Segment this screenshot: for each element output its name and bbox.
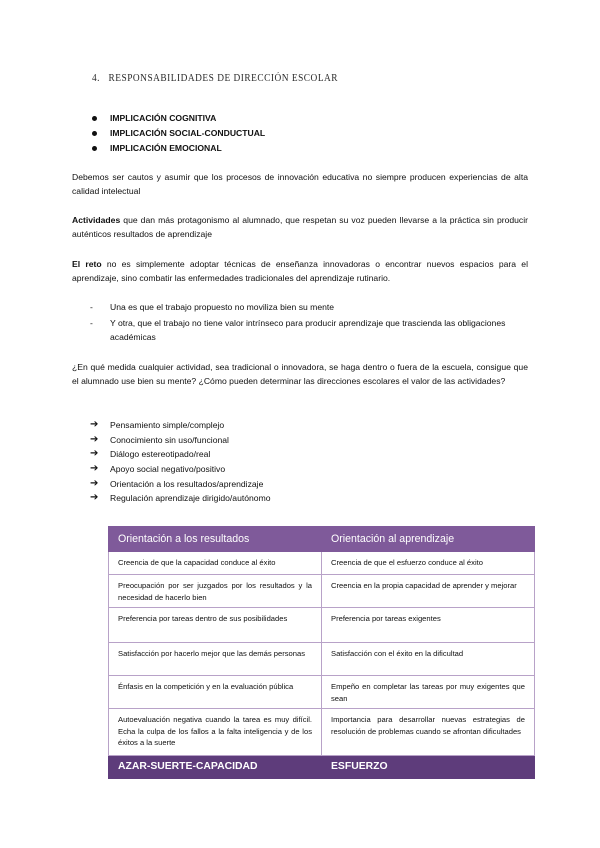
paragraph-actividades xyxy=(72,213,528,241)
header-resultados: Orientación a los resultados xyxy=(109,527,322,552)
list-item xyxy=(90,477,271,492)
list-item xyxy=(90,462,271,477)
list-item xyxy=(90,418,271,433)
section-heading xyxy=(92,72,338,84)
section-title: RESPONSABILIDADES DE DIRECCIÓN ESCOLAR xyxy=(108,72,339,84)
list-item: IMPLICACIÓN COGNITIVA xyxy=(90,111,265,126)
table-cell: Importancia para desarrollar nuevas estrategias de resolución de problemas cuando se afrontan dificultades xyxy=(322,709,535,756)
list-item: IMPLICACIÓN EMOCIONAL xyxy=(90,141,265,156)
table-row xyxy=(109,552,535,575)
table-cell: Satisfacción con el éxito en la dificultad xyxy=(322,643,535,676)
list-item-text: Diálogo estereotipado/real xyxy=(110,449,211,460)
list-item xyxy=(90,447,271,462)
table-row xyxy=(109,676,535,709)
table-cell: Creencia de que el esfuerzo conduce al éxito xyxy=(322,552,535,575)
footer-esfuerzo: ESFUERZO xyxy=(322,756,535,779)
table-cell: Creencia de que la capacidad conduce al éxito xyxy=(109,552,322,575)
arrow-right-icon: ➔ xyxy=(90,419,99,430)
list-item: - Una es que el trabajo propuesto no moviliza bien su mente xyxy=(90,300,528,314)
table-footer-row xyxy=(109,756,535,779)
table-row xyxy=(109,608,535,643)
table-row xyxy=(109,575,535,608)
table-row xyxy=(109,643,535,676)
table-cell: Preocupación por ser juzgados por los resultados y la necesidad de hacerlo bien xyxy=(109,575,322,608)
table-cell: Énfasis en la competición y en la evaluación pública xyxy=(109,676,322,709)
list-item xyxy=(90,433,271,448)
table-row xyxy=(109,709,535,756)
table-cell: Autoevaluación negativa cuando la tarea es muy difícil. Echa la culpa de los fallos a la falta inteligencia y de los éxitos a la suerte xyxy=(109,709,322,756)
list-item-text: Pensamiento simple/complejo xyxy=(110,420,225,430)
paragraph-pregunta: ¿En qué medida cualquier actividad, sea tradicional o innovadora, se haga dentro o fuera de la escuela, consigue que el alumnado use bien su mente? ¿Cómo pueden determinar las direcciones escolares el valor de las actividades? xyxy=(72,362,528,386)
table-header-row xyxy=(109,527,535,552)
list-item: IMPLICACIÓN SOCIAL-CONDUCTUAL xyxy=(90,126,265,141)
arrow-right-icon: ➔ xyxy=(90,433,99,445)
paragraph-reto xyxy=(72,257,528,285)
footer-azar: AZAR-SUERTE-CAPACIDAD xyxy=(109,756,322,779)
bold-term: Actividades xyxy=(72,215,121,225)
paragraph-cautos: Debemos ser cautos y asumir que los procesos de innovación educativa no siempre producen experiencias de alta calidad intelectual xyxy=(72,172,528,196)
list-item-text: Orientación a los resultados/aprendizaje xyxy=(110,478,264,489)
orientation-comparison-table xyxy=(108,526,535,779)
implications-list xyxy=(90,111,265,156)
table-cell: Empeño en completar las tareas por muy exigentes que sean xyxy=(322,676,535,709)
list-item-text: Regulación aprendizaje dirigido/autónomo xyxy=(110,493,271,504)
paragraph-text: que dan más protagonismo al alumnado, que respetan su voz pueden llevarse a la práctica sin producir auténticos resultados de aprendizaje xyxy=(72,215,528,239)
arrow-right-icon: ➔ xyxy=(90,463,99,475)
list-item xyxy=(90,491,271,506)
bold-term: El reto xyxy=(72,259,102,269)
table-cell: Satisfacción por hacerlo mejor que las demás personas xyxy=(109,643,322,676)
arrow-right-icon: ➔ xyxy=(90,477,99,489)
list-item: - Y otra, que el trabajo no tiene valor intrínseco para producir aprendizaje que trascienda las obligaciones académicas xyxy=(90,316,528,344)
arrow-right-icon: ➔ xyxy=(90,492,99,504)
list-item-text: Apoyo social negativo/positivo xyxy=(110,464,226,475)
paragraph-text: no es simplemente adoptar técnicas de enseñanza innovadoras o encontrar nuevos espacios para el aprendizaje, sino combatir las enfermedades tradicionales del aprendizaje rutinario. xyxy=(72,259,528,283)
list-item-text: Conocimiento sin uso/funcional xyxy=(110,434,229,445)
arrow-right-icon: ➔ xyxy=(90,448,99,460)
table-cell: Preferencia por tareas dentro de sus posibilidades xyxy=(109,608,322,643)
header-aprendizaje: Orientación al aprendizaje xyxy=(322,527,535,552)
section-number: 4. xyxy=(92,72,101,84)
table-cell: Creencia en la propia capacidad de aprender y mejorar xyxy=(322,575,535,608)
arrow-list xyxy=(90,418,271,506)
dash-list xyxy=(90,300,528,346)
table-cell: Preferencia por tareas exigentes xyxy=(322,608,535,643)
